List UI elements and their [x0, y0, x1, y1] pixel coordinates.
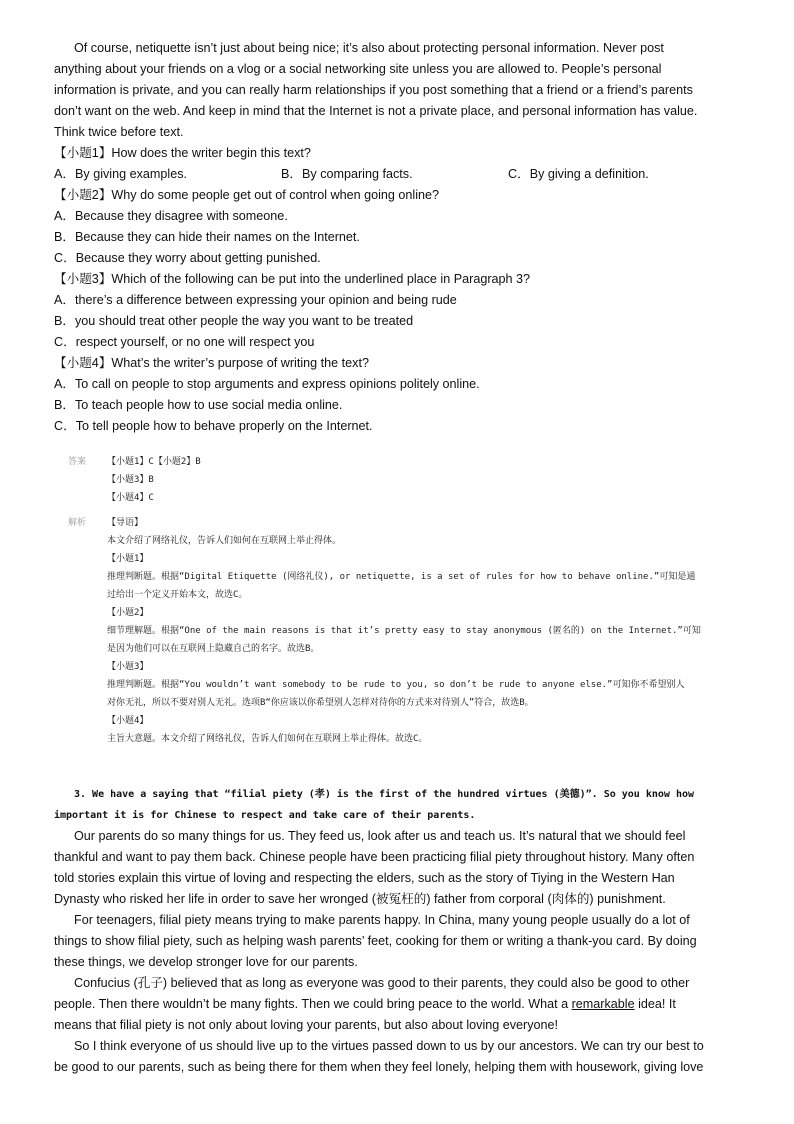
passage-line: anything about your friends on a vlog or a social networking site unless you are allowed to. People’s personal — [54, 62, 662, 76]
question-3-stem: 【小题3】Which of the following can be put into the underlined place in Paragraph 3? — [54, 272, 531, 286]
analysis-line: 过给出一个定义开始本文，故选C。 — [107, 590, 248, 600]
answer-line: 【小题3】B — [107, 475, 154, 485]
passage-line: Of course, netiquette isn’t just about being nice; it’s also about protecting personal information. Never post — [74, 41, 664, 55]
section-3-intro: 3. We have a saying that “filial piety (孝) is the first of the hundred virtues (美德)”. So you know how — [74, 789, 695, 800]
passage-line: information is private, and you can really harm relationships if you post something that a friend or a friend’s parents — [54, 83, 693, 97]
analysis-line: 本文介绍了网络礼仪，告诉人们如何在互联网上举止得体。 — [107, 536, 342, 546]
question-4-option-b: B．To teach people how to use social media online. — [54, 398, 343, 412]
passage-line: don’t want on the web. And keep in mind that the Internet is not a private place, and personal information has value. — [54, 104, 698, 118]
question-2-option-a: A．Because they disagree with someone. — [54, 209, 288, 223]
section-3-line — [54, 994, 744, 1015]
answer-line: 【小题1】C【小题2】B — [107, 457, 201, 467]
question-2-option-b: B．Because they can hide their names on the Internet. — [54, 230, 360, 244]
question-3-option-b: B．you should treat other people the way you want to be treated — [54, 314, 414, 328]
analysis-line: 推理判断题。根据“Digital Etiquette (网络礼仪), or netiquette, is a set of rules for how to behave online.”可知是通 — [107, 572, 696, 582]
section-3-line: means that filial piety is not only about loving your parents, but also about loving everyone! — [54, 1018, 559, 1032]
question-4-option-a: A．To call on people to stop arguments and express opinions politely online. — [54, 377, 480, 391]
question-2-option-c: C．Because they worry about getting punished. — [54, 251, 321, 265]
analysis-label: 解析 — [68, 518, 87, 528]
analysis-line: 【小题1】 — [107, 554, 149, 564]
section-3-line: things to show filial piety, such as helping wash parents’ feet, cooking for them or writing a thank-you card. By doing — [54, 934, 697, 948]
passage-line: Think twice before text. — [54, 125, 184, 139]
analysis-line: 是因为他们可以在互联网上隐藏自己的名字。故选B。 — [107, 644, 320, 654]
section-3-line: Dynasty who risked her life in order to save her wronged (被冤枉的) father from corporal (肉体的) punishment. — [54, 892, 666, 906]
section-3-line: For teenagers, filial piety means trying to make parents happy. In China, many young people usually do a lot of — [74, 913, 690, 927]
analysis-line: 【小题3】 — [107, 662, 149, 672]
answer-label: 答案 — [68, 457, 87, 467]
analysis-line: 推理判断题。根据“You wouldn’t want somebody to be rude to you, so don’t be rude to anyone else.”可知你不希望别人 — [107, 680, 685, 690]
question-3-option-c: C．respect yourself, or no one will respect you — [54, 335, 315, 349]
section-3-line: Confucius (孔子) believed that as long as everyone was good to their parents, they could also be good to other — [74, 976, 690, 990]
analysis-line: 【小题4】 — [107, 716, 149, 726]
analysis-line: 【小题2】 — [107, 608, 149, 618]
analysis-line: 细节理解题。根据“One of the main reasons is that it’s pretty easy to stay anonymous (匿名的) on the Internet.”可知 — [107, 626, 701, 636]
answer-line: 【小题4】C — [107, 493, 154, 503]
section-3-text: idea! It — [634, 997, 676, 1011]
section-3-line: be good to our parents, such as being there for them when they feel lonely, helping them with housework, giving love — [54, 1060, 704, 1074]
analysis-line: 对你无礼，所以不要对别人无礼。选项B“你应该以你希望别人怎样对待你的方式来对待别人”符合，故选B。 — [107, 698, 534, 708]
section-3-text: people. Then there wouldn’t be many fights. Then we could bring peace to the world. What a — [54, 997, 572, 1011]
question-4-option-c: C．To tell people how to behave properly on the Internet. — [54, 419, 373, 433]
section-3-line: thankful and want to pay them back. Chinese people have been practicing filial piety throughout history. Many often — [54, 850, 695, 864]
section-3-line: these things, we develop stronger love for our parents. — [54, 955, 358, 969]
analysis-line: 【导语】 — [107, 518, 144, 528]
analysis-line: 主旨大意题。本文介绍了网络礼仪，告诉人们如何在互联网上举止得体。故选C。 — [107, 734, 428, 744]
question-2-stem: 【小题2】Why do some people get out of control when going online? — [54, 188, 440, 202]
section-3-line: told stories explain this virtue of loving and respecting the elders, such as the story of Tiying in the Western Han — [54, 871, 675, 885]
question-1-option-c: C．By giving a definition. — [508, 167, 649, 181]
question-4-stem: 【小题4】What’s the writer’s purpose of writing the text? — [54, 356, 369, 370]
section-3-line: Our parents do so many things for us. They feed us, look after us and teach us. It’s natural that we should feel — [74, 829, 686, 843]
question-1-option-a: A．By giving examples. — [54, 167, 187, 181]
question-1-option-b: B．By comparing facts. — [281, 167, 413, 181]
question-3-option-a: A．there’s a difference between expressing your opinion and being rude — [54, 293, 457, 307]
question-1-stem: 【小题1】How does the writer begin this text? — [54, 146, 311, 160]
section-3-line: So I think everyone of us should live up to the virtues passed down to us by our ancestors. We can try our best to — [74, 1039, 704, 1053]
section-3-intro: important it is for Chinese to respect and take care of their parents. — [54, 810, 476, 821]
underlined-word: remarkable — [571, 997, 635, 1011]
